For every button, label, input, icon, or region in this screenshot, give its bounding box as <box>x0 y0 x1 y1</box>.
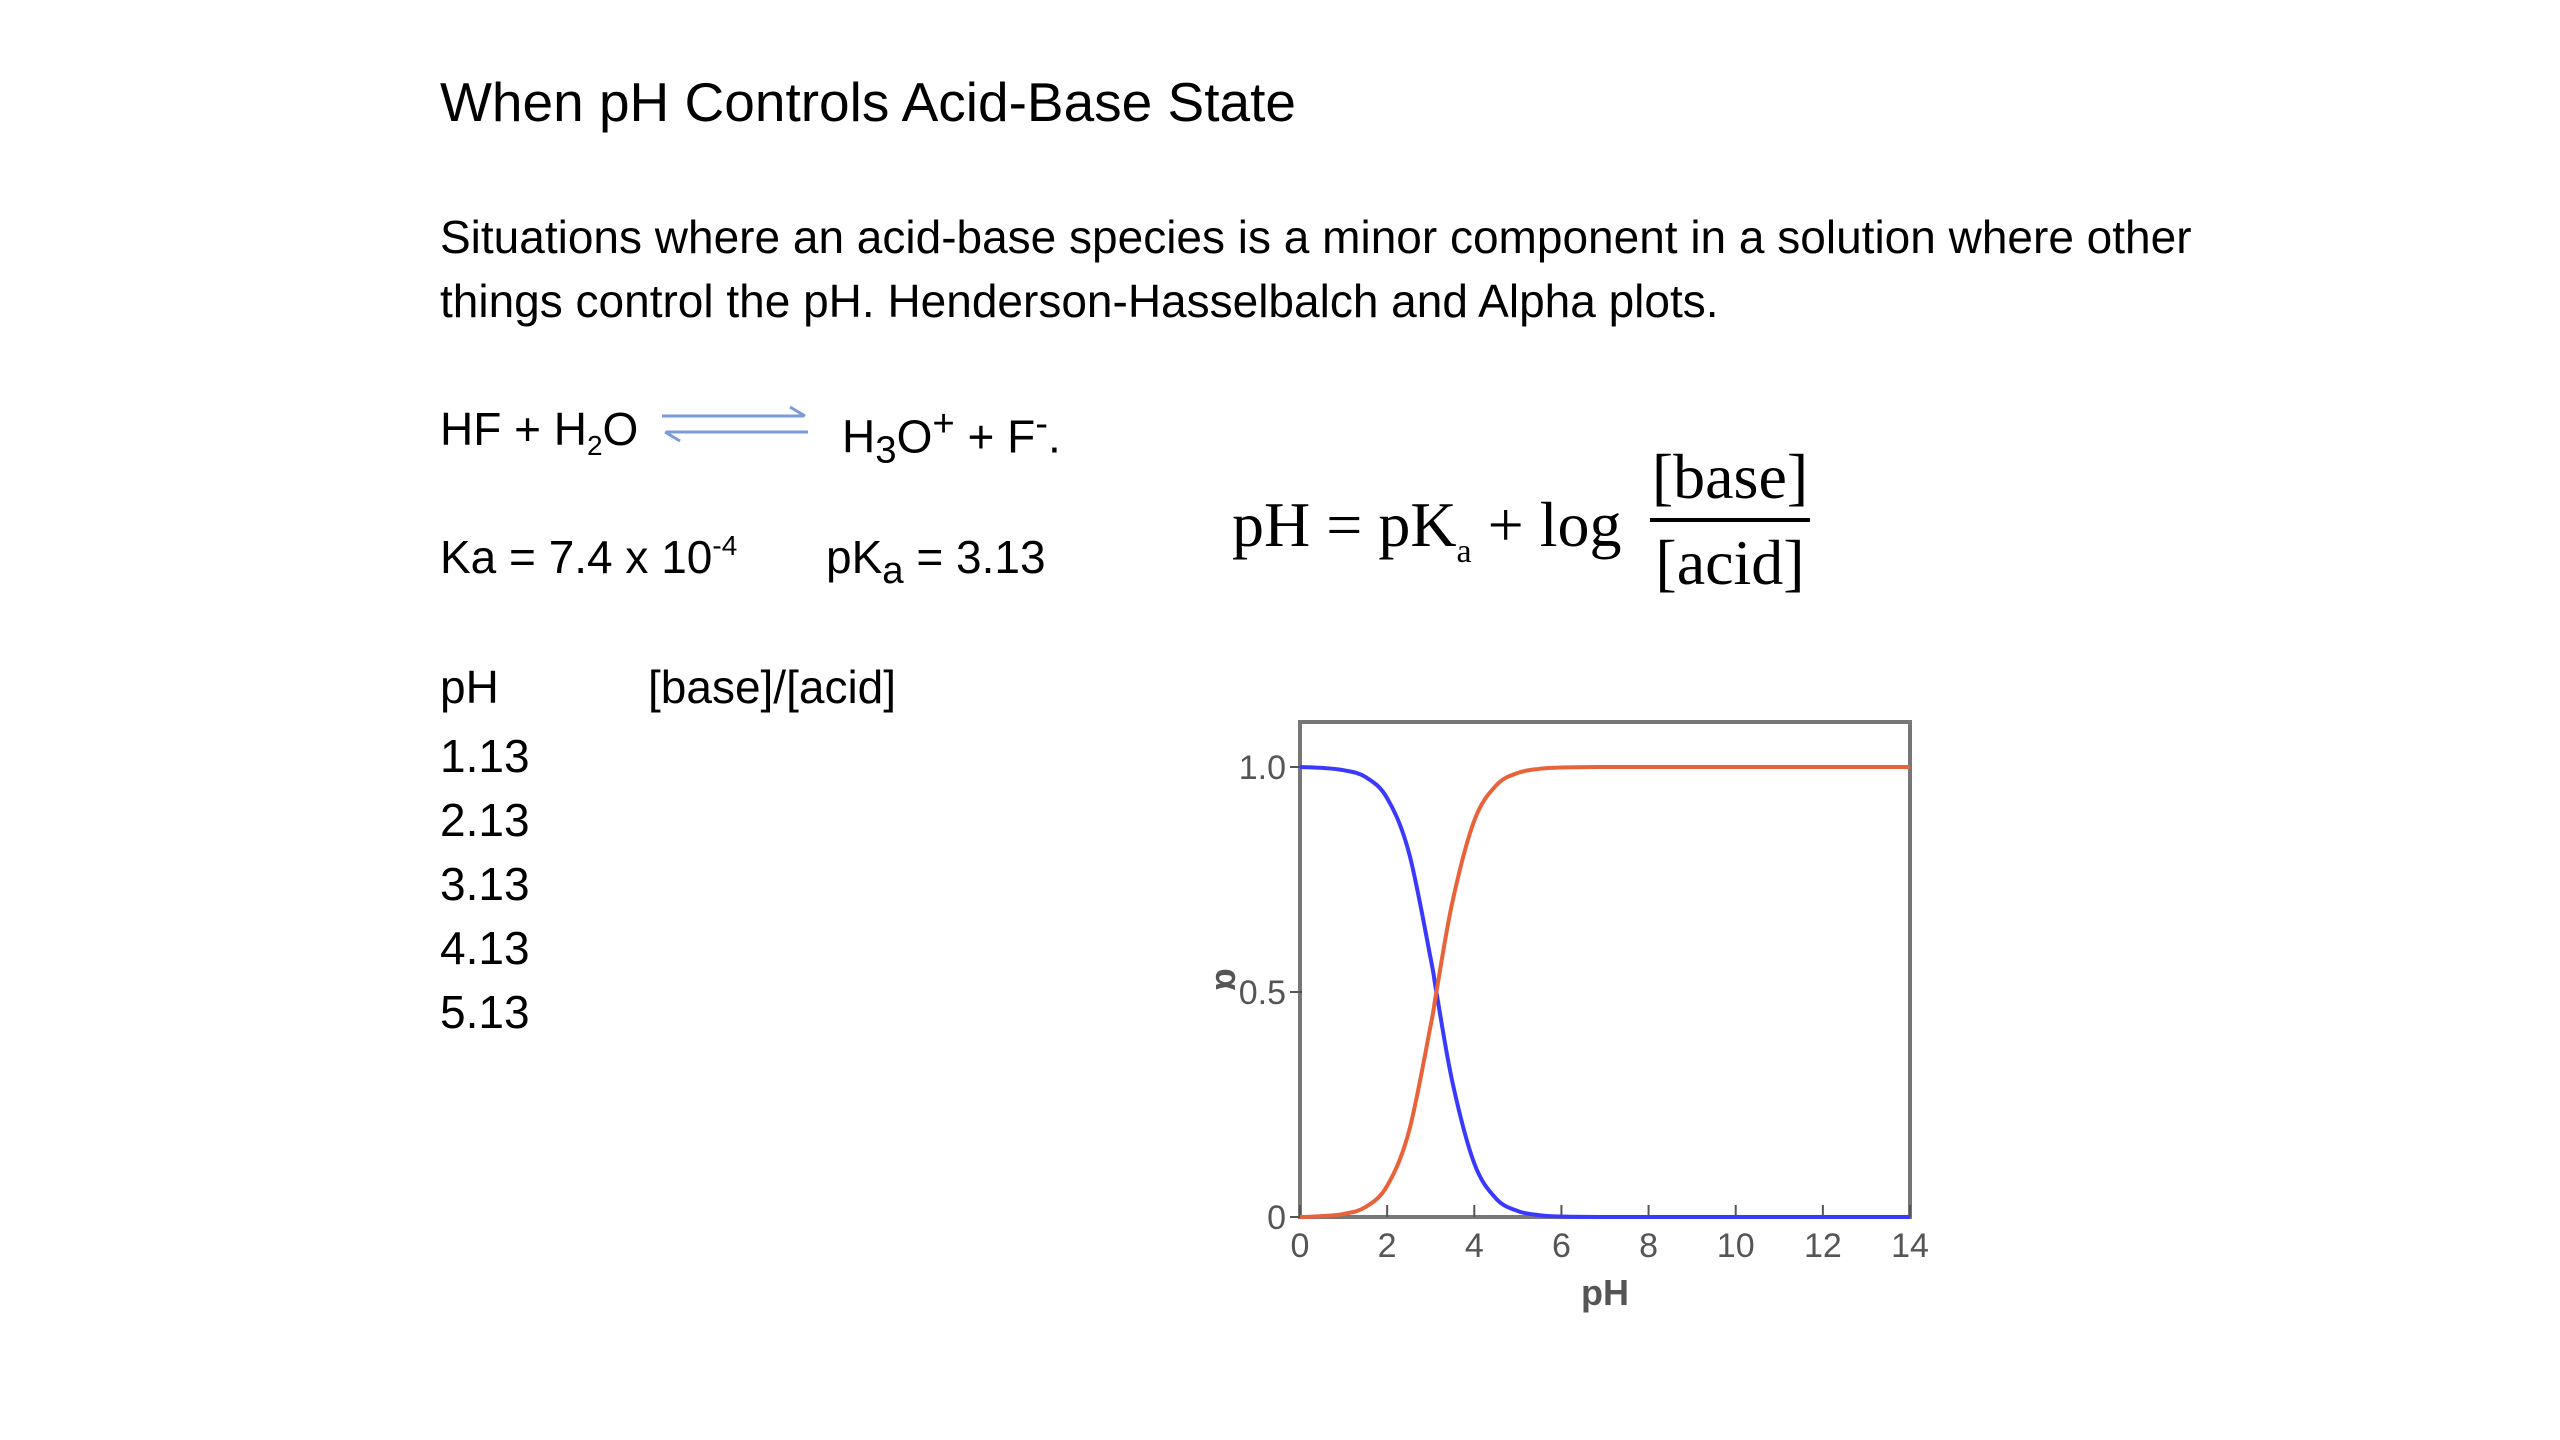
alpha-plot <box>1180 700 1960 1320</box>
ph-ratio-table <box>440 660 897 1044</box>
x-axis-label: pH <box>1581 1272 1629 1313</box>
hh-fraction <box>1650 440 1810 600</box>
plot-frame <box>1300 722 1910 1217</box>
table-row: 4.13 <box>440 922 530 974</box>
x-tick-label: 10 <box>1716 1227 1755 1265</box>
y-tick-label: 0 <box>1267 1199 1286 1237</box>
y-tick-label: 0.5 <box>1238 974 1286 1012</box>
x-tick-label: 0 <box>1290 1227 1310 1265</box>
slide-title: When pH Controls Acid-Base State <box>440 71 1296 133</box>
column-header-ph: pH <box>440 661 499 713</box>
table-header <box>440 660 897 724</box>
table-row: 2.13 <box>440 794 530 846</box>
hh-denominator: [acid] <box>1655 527 1805 598</box>
table-row: 3.13 <box>440 858 530 910</box>
hh-numerator: [base] <box>1651 441 1809 512</box>
hh-lhs: pH = $pK_a + \log$ <box>1232 489 1622 570</box>
x-tick-label: 6 <box>1551 1227 1571 1265</box>
table-row: 1.13 <box>440 730 530 782</box>
x-tick-label: 4 <box>1464 1227 1484 1265</box>
pka-value: $pK_a = 3.13$ <box>826 531 1046 593</box>
x-tick-label: 8 <box>1639 1227 1659 1265</box>
x-tick-label: 12 <box>1803 1227 1842 1265</box>
x-tick-label: 14 <box>1891 1227 1929 1265</box>
x-tick-label: 2 <box>1377 1227 1397 1265</box>
series-line-acid <box>1300 767 1910 1217</box>
henderson-hasselbalch-equation <box>1232 440 1832 610</box>
y-tick-label: 1.0 <box>1238 749 1286 787</box>
intro-paragraph: Situations where an acid-base species is a minor component in a solution where other things control the pH. Henderson-Hasselbalch and Alpha plots. <box>440 211 2192 327</box>
column-header-ratio: [base]/[acid] <box>648 661 897 713</box>
reaction-lhs: HF + $H_2O$ <box>440 403 639 461</box>
y-axis-label: α <box>1208 968 1249 991</box>
ka-value: Ka = 7.4 x $10^{-4}$ <box>440 530 738 583</box>
equilibrium-arrows-icon <box>660 404 810 444</box>
table-row: 5.13 <box>440 986 530 1038</box>
reaction-rhs: $H_3O^+ + F^-$. <box>842 402 1061 472</box>
fraction-bar <box>1650 518 1810 522</box>
series-line-base <box>1300 767 1910 1217</box>
